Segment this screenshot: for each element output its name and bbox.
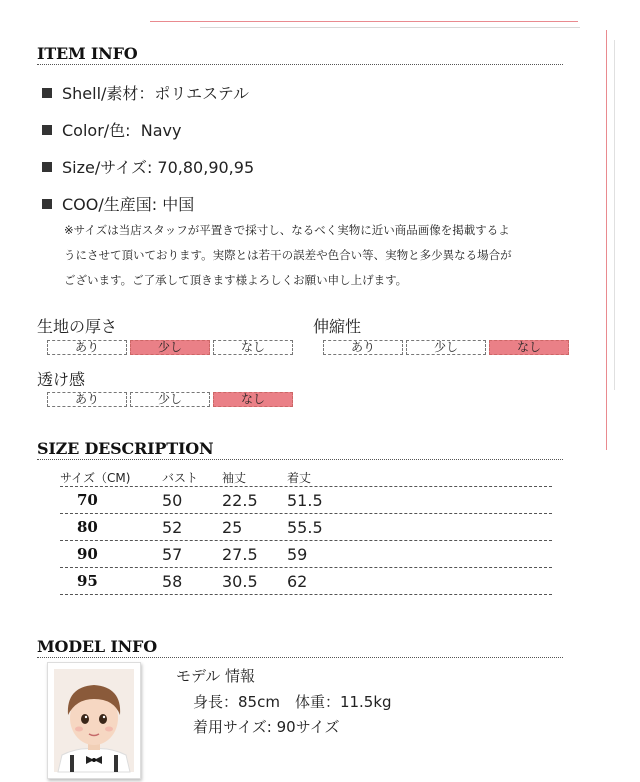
bust-cell: 58 [162,572,183,591]
square-bullet-icon [42,199,52,209]
item-size: Size/サイズ: 70,80,90,95 [42,155,254,178]
stretch-label: 伸縮性 [313,317,362,336]
length-cell: 59 [287,545,308,564]
model-info-title: MODEL INFO [37,637,157,656]
transparency-option-ari: あり [47,392,127,407]
square-bullet-icon [42,162,52,172]
thickness-label: 生地の厚さ [37,317,118,336]
stretch-option-sukoshi: 少し [406,340,486,355]
top-accent-line-thin [200,27,580,28]
size-cell: 70 [77,491,98,509]
transparency-option-nashi: なし [213,392,293,407]
size-header-sleeve: 袖丈 [222,471,247,485]
size-note [64,218,584,293]
thickness-option-sukoshi: 少し [130,340,210,355]
size-cell: 80 [77,518,98,536]
note-line: ※サイズは当店スタッフが平置きで採寸し、なるべく実物に近い商品画像を掲載するよ [64,223,510,237]
size-header-bust: バスト [162,471,199,485]
item-coo: COO/生産国: 中国 [42,192,194,215]
transparency-option-sukoshi: 少し [130,392,210,407]
size-header-length: 着丈 [287,471,312,485]
transparency-label: 透け感 [37,370,86,389]
stretch-option-ari: あり [323,340,403,355]
table-row-line [60,594,552,595]
size-cell: 95 [77,572,98,590]
model-photo [47,662,141,779]
size-description-title: SIZE DESCRIPTION [37,439,214,458]
thickness-option-nashi: なし [213,340,293,355]
sleeve-cell: 27.5 [222,545,258,564]
sleeve-cell: 30.5 [222,572,258,591]
bust-cell: 57 [162,545,183,564]
model-wearing-size: 着用サイズ: 90サイズ [193,718,340,736]
stretch-option-nashi: なし [489,340,569,355]
item-info-title: ITEM INFO [37,44,138,63]
table-row-line [60,567,552,568]
note-line: ございます。ご了承して頂きます様よろしくお願い申し上げます。 [64,273,408,287]
length-cell: 51.5 [287,491,323,510]
length-cell: 62 [287,572,308,591]
sleeve-cell: 25 [222,518,243,537]
size-header-line [60,486,552,487]
sleeve-cell: 22.5 [222,491,258,510]
size-header-size: サイズ（CM) [60,471,131,485]
square-bullet-icon [42,88,52,98]
child-model-illustration [48,663,140,778]
size-description-divider [37,459,563,460]
top-accent-line [150,21,578,22]
bust-cell: 52 [162,518,183,537]
table-row-line [60,513,552,514]
note-line: うにさせて頂いております。実際とは若干の誤差や色合い等、実物と多少異なる場合が [64,248,512,262]
item-material: Shell/素材：ポリエステル [42,81,249,104]
length-cell: 55.5 [287,518,323,537]
item-color: Color/色: Navy [42,118,181,141]
size-cell: 90 [77,545,98,563]
square-bullet-icon [42,125,52,135]
bust-cell: 50 [162,491,183,510]
thickness-option-ari: あり [47,340,127,355]
model-info-divider [37,657,563,658]
model-stats: 身長：85cm 体重：11.5kg [193,693,392,711]
right-accent-line [606,30,607,450]
table-row-line [60,540,552,541]
model-heading: モデル 情報 [176,667,256,685]
right-accent-line-gray [614,40,615,390]
item-info-divider [37,64,563,65]
